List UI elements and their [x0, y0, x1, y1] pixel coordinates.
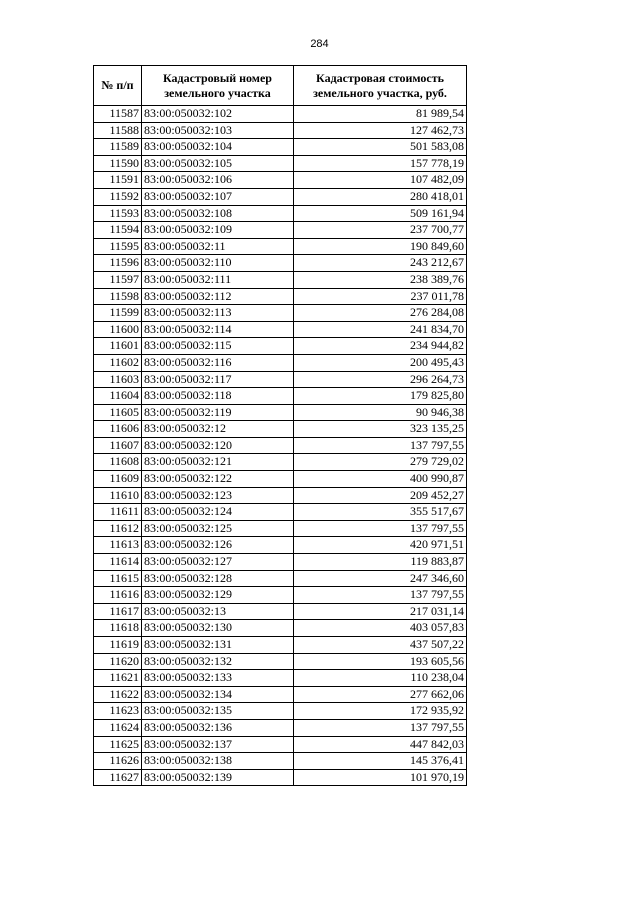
row-number-cell: 11627 — [94, 769, 142, 786]
row-number-cell: 11626 — [94, 753, 142, 770]
column-header-cadastral-number: Кадастровый номер земельного участка — [142, 66, 294, 106]
cadastral-cost-cell: 172 935,92 — [294, 703, 467, 720]
cadastral-number-cell: 83:00:050032:134 — [142, 686, 294, 703]
cadastral-number-cell: 83:00:050032:126 — [142, 537, 294, 554]
cadastral-number-cell: 83:00:050032:113 — [142, 305, 294, 322]
cadastral-number-cell: 83:00:050032:12 — [142, 421, 294, 438]
row-number-cell: 11623 — [94, 703, 142, 720]
row-number-cell: 11589 — [94, 139, 142, 156]
cadastral-number-cell: 83:00:050032:110 — [142, 255, 294, 272]
cadastral-cost-cell: 280 418,01 — [294, 188, 467, 205]
cadastral-number-cell: 83:00:050032:127 — [142, 554, 294, 571]
cadastral-cost-cell: 127 462,73 — [294, 122, 467, 139]
table-row — [94, 653, 467, 670]
table-row — [94, 222, 467, 239]
cadastral-cost-cell: 107 482,09 — [294, 172, 467, 189]
cadastral-cost-cell: 110 238,04 — [294, 670, 467, 687]
table-row — [94, 305, 467, 322]
cadastral-number-cell: 83:00:050032:111 — [142, 271, 294, 288]
row-number-cell: 11590 — [94, 155, 142, 172]
table-row — [94, 172, 467, 189]
row-number-cell: 11615 — [94, 570, 142, 587]
cadastral-number-cell: 83:00:050032:112 — [142, 288, 294, 305]
cadastral-cost-cell: 400 990,87 — [294, 471, 467, 488]
table-row — [94, 421, 467, 438]
cadastral-cost-cell: 277 662,06 — [294, 686, 467, 703]
cadastral-cost-cell: 247 346,60 — [294, 570, 467, 587]
row-number-cell: 11603 — [94, 371, 142, 388]
row-number-cell: 11604 — [94, 388, 142, 405]
row-number-cell: 11601 — [94, 338, 142, 355]
row-number-cell: 11611 — [94, 504, 142, 521]
row-number-cell: 11605 — [94, 404, 142, 421]
table-row — [94, 769, 467, 786]
cadastral-number-cell: 83:00:050032:136 — [142, 719, 294, 736]
table-row — [94, 487, 467, 504]
cadastral-cost-cell: 234 944,82 — [294, 338, 467, 355]
table-row — [94, 504, 467, 521]
table-row — [94, 703, 467, 720]
table-row — [94, 620, 467, 637]
cadastral-number-cell: 83:00:050032:120 — [142, 437, 294, 454]
cadastral-cost-cell: 420 971,51 — [294, 537, 467, 554]
cadastral-number-cell: 83:00:050032:132 — [142, 653, 294, 670]
table-row — [94, 719, 467, 736]
cadastral-number-cell: 83:00:050032:121 — [142, 454, 294, 471]
cadastral-number-cell: 83:00:050032:102 — [142, 106, 294, 123]
row-number-cell: 11609 — [94, 471, 142, 488]
row-number-cell: 11597 — [94, 271, 142, 288]
cadastral-number-cell: 83:00:050032:123 — [142, 487, 294, 504]
cadastral-number-cell: 83:00:050032:128 — [142, 570, 294, 587]
table-row — [94, 321, 467, 338]
cadastral-cost-cell: 237 700,77 — [294, 222, 467, 239]
cadastral-cost-cell: 81 989,54 — [294, 106, 467, 123]
row-number-cell: 11616 — [94, 587, 142, 604]
table-row — [94, 603, 467, 620]
cadastral-number-cell: 83:00:050032:131 — [142, 637, 294, 654]
cadastral-number-cell: 83:00:050032:135 — [142, 703, 294, 720]
cadastral-number-cell: 83:00:050032:114 — [142, 321, 294, 338]
table-row — [94, 554, 467, 571]
table-row — [94, 338, 467, 355]
cadastral-cost-cell: 209 452,27 — [294, 487, 467, 504]
cadastral-cost-cell: 237 011,78 — [294, 288, 467, 305]
row-number-cell: 11591 — [94, 172, 142, 189]
row-number-cell: 11606 — [94, 421, 142, 438]
cadastral-cost-cell: 241 834,70 — [294, 321, 467, 338]
table-row — [94, 587, 467, 604]
cadastral-number-cell: 83:00:050032:108 — [142, 205, 294, 222]
column-header-number: № п/п — [94, 66, 142, 106]
row-number-cell: 11599 — [94, 305, 142, 322]
column-header-cadastral-cost: Кадастровая стоимость земельного участка, руб. — [294, 66, 467, 106]
cadastral-cost-cell: 509 161,94 — [294, 205, 467, 222]
row-number-cell: 11595 — [94, 238, 142, 255]
cadastral-cost-cell: 179 825,80 — [294, 388, 467, 405]
row-number-cell: 11620 — [94, 653, 142, 670]
cadastral-cost-cell: 200 495,43 — [294, 354, 467, 371]
cadastral-number-cell: 83:00:050032:115 — [142, 338, 294, 355]
table-row — [94, 437, 467, 454]
cadastral-cost-cell: 217 031,14 — [294, 603, 467, 620]
cadastral-cost-cell: 101 970,19 — [294, 769, 467, 786]
row-number-cell: 11613 — [94, 537, 142, 554]
cadastral-cost-cell: 243 212,67 — [294, 255, 467, 272]
table-row — [94, 753, 467, 770]
cadastral-cost-cell: 276 284,08 — [294, 305, 467, 322]
row-number-cell: 11593 — [94, 205, 142, 222]
cadastral-number-cell: 83:00:050032:116 — [142, 354, 294, 371]
cadastral-cost-cell: 323 135,25 — [294, 421, 467, 438]
table-row — [94, 686, 467, 703]
row-number-cell: 11594 — [94, 222, 142, 239]
table-row — [94, 288, 467, 305]
cadastral-cost-cell: 403 057,83 — [294, 620, 467, 637]
table-row — [94, 637, 467, 654]
cadastral-number-cell: 83:00:050032:103 — [142, 122, 294, 139]
row-number-cell: 11610 — [94, 487, 142, 504]
cadastral-number-cell: 83:00:050032:13 — [142, 603, 294, 620]
row-number-cell: 11614 — [94, 554, 142, 571]
cadastral-cost-cell: 137 797,55 — [294, 719, 467, 736]
table-row — [94, 106, 467, 123]
cadastral-number-cell: 83:00:050032:118 — [142, 388, 294, 405]
row-number-cell: 11588 — [94, 122, 142, 139]
row-number-cell: 11602 — [94, 354, 142, 371]
table-row — [94, 670, 467, 687]
cadastral-cost-cell: 501 583,08 — [294, 139, 467, 156]
row-number-cell: 11607 — [94, 437, 142, 454]
table-row — [94, 388, 467, 405]
table-row — [94, 354, 467, 371]
cadastral-cost-cell: 119 883,87 — [294, 554, 467, 571]
row-number-cell: 11619 — [94, 637, 142, 654]
cadastral-number-cell: 83:00:050032:139 — [142, 769, 294, 786]
cadastral-number-cell: 83:00:050032:133 — [142, 670, 294, 687]
row-number-cell: 11625 — [94, 736, 142, 753]
cadastral-cost-cell: 190 849,60 — [294, 238, 467, 255]
table-row — [94, 155, 467, 172]
table-body — [94, 106, 467, 786]
cadastral-cost-cell: 437 507,22 — [294, 637, 467, 654]
table-row — [94, 139, 467, 156]
row-number-cell: 11600 — [94, 321, 142, 338]
table-row — [94, 520, 467, 537]
cadastral-cost-cell: 137 797,55 — [294, 437, 467, 454]
row-number-cell: 11596 — [94, 255, 142, 272]
cadastral-number-cell: 83:00:050032:109 — [142, 222, 294, 239]
cadastral-value-table — [93, 65, 467, 786]
cadastral-cost-cell: 157 778,19 — [294, 155, 467, 172]
table-row — [94, 404, 467, 421]
cadastral-number-cell: 83:00:050032:117 — [142, 371, 294, 388]
row-number-cell: 11618 — [94, 620, 142, 637]
table-row — [94, 471, 467, 488]
row-number-cell: 11624 — [94, 719, 142, 736]
table-row — [94, 205, 467, 222]
cadastral-number-cell: 83:00:050032:138 — [142, 753, 294, 770]
page-number: 284 — [310, 38, 329, 50]
table-row — [94, 122, 467, 139]
table-row — [94, 188, 467, 205]
cadastral-cost-cell: 296 264,73 — [294, 371, 467, 388]
cadastral-cost-cell: 145 376,41 — [294, 753, 467, 770]
cadastral-number-cell: 83:00:050032:122 — [142, 471, 294, 488]
cadastral-number-cell: 83:00:050032:125 — [142, 520, 294, 537]
table-row — [94, 736, 467, 753]
table-row — [94, 271, 467, 288]
table-row — [94, 255, 467, 272]
row-number-cell: 11617 — [94, 603, 142, 620]
row-number-cell: 11612 — [94, 520, 142, 537]
row-number-cell: 11598 — [94, 288, 142, 305]
cadastral-number-cell: 83:00:050032:107 — [142, 188, 294, 205]
cadastral-number-cell: 83:00:050032:130 — [142, 620, 294, 637]
cadastral-cost-cell: 90 946,38 — [294, 404, 467, 421]
cadastral-cost-cell: 447 842,03 — [294, 736, 467, 753]
cadastral-number-cell: 83:00:050032:106 — [142, 172, 294, 189]
row-number-cell: 11592 — [94, 188, 142, 205]
cadastral-number-cell: 83:00:050032:119 — [142, 404, 294, 421]
table-row — [94, 570, 467, 587]
cadastral-number-cell: 83:00:050032:137 — [142, 736, 294, 753]
table-row — [94, 238, 467, 255]
table-header-row — [94, 66, 467, 106]
row-number-cell: 11621 — [94, 670, 142, 687]
row-number-cell: 11587 — [94, 106, 142, 123]
cadastral-number-cell: 83:00:050032:124 — [142, 504, 294, 521]
cadastral-cost-cell: 137 797,55 — [294, 520, 467, 537]
table-row — [94, 537, 467, 554]
cadastral-number-cell: 83:00:050032:105 — [142, 155, 294, 172]
cadastral-cost-cell: 193 605,56 — [294, 653, 467, 670]
cadastral-number-cell: 83:00:050032:11 — [142, 238, 294, 255]
table-row — [94, 454, 467, 471]
cadastral-cost-cell: 137 797,55 — [294, 587, 467, 604]
cadastral-cost-cell: 238 389,76 — [294, 271, 467, 288]
row-number-cell: 11622 — [94, 686, 142, 703]
cadastral-number-cell: 83:00:050032:129 — [142, 587, 294, 604]
cadastral-cost-cell: 355 517,67 — [294, 504, 467, 521]
row-number-cell: 11608 — [94, 454, 142, 471]
cadastral-number-cell: 83:00:050032:104 — [142, 139, 294, 156]
cadastral-cost-cell: 279 729,02 — [294, 454, 467, 471]
table-row — [94, 371, 467, 388]
